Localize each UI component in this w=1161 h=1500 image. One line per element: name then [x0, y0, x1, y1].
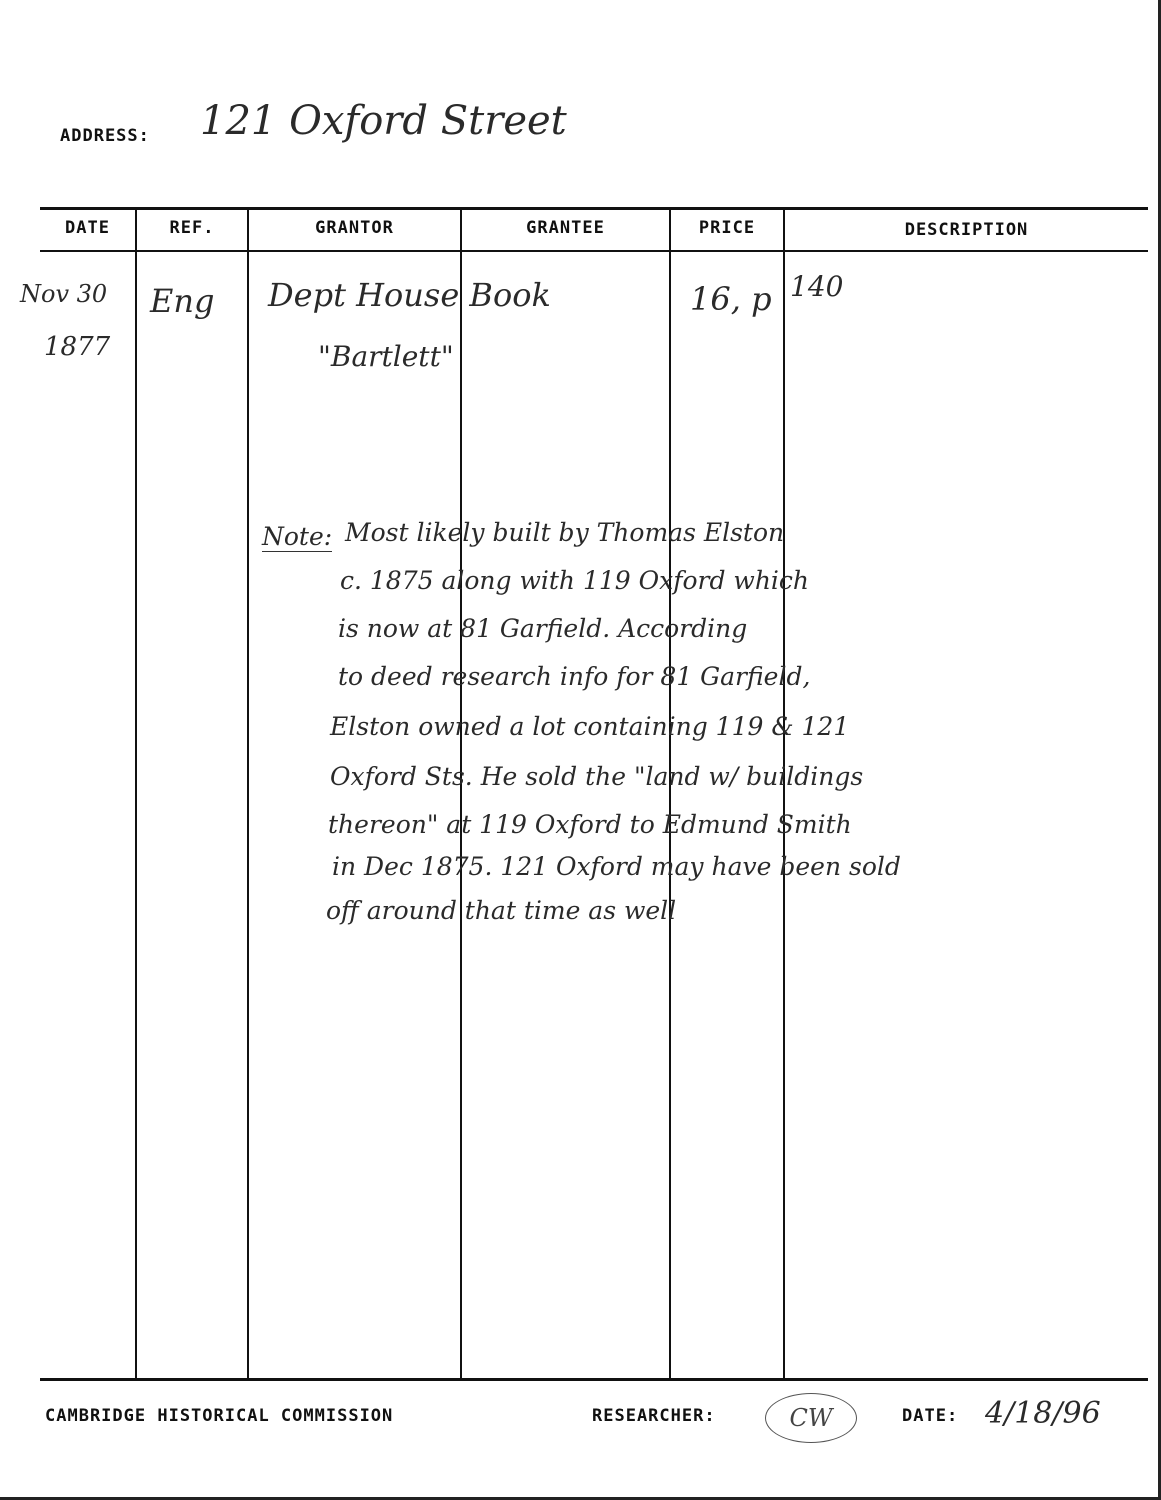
entry-price: 16, p	[690, 280, 772, 318]
column-header-price: PRICE	[698, 218, 756, 238]
column-header-date: DATE	[65, 218, 110, 238]
table-bottom-rule	[40, 1378, 1148, 1381]
date-label: DATE:	[902, 1406, 959, 1426]
col-divider-2	[247, 207, 249, 1380]
note-line: Most likely built by Thomas Elston	[345, 518, 785, 547]
note-line: Elston owned a lot containing 119 & 121	[330, 712, 850, 741]
entry-ref: Eng	[150, 282, 215, 320]
note-line: off around that time as well	[326, 896, 677, 925]
column-header-grantor: GRANTOR	[315, 218, 394, 238]
researcher-initials: CW	[765, 1393, 857, 1443]
entry-grantor-line2: "Bartlett"	[318, 340, 454, 373]
col-divider-5	[783, 207, 785, 1380]
column-header-grantee: GRANTEE	[526, 218, 605, 238]
note-line: is now at 81 Garfield. According	[338, 614, 748, 643]
entry-grantor-line1: Dept House Book	[268, 276, 551, 314]
note-line: in Dec 1875. 121 Oxford may have been sold	[332, 852, 901, 881]
column-header-description: DESCRIPTION	[904, 220, 1029, 240]
commission-name: CAMBRIDGE HISTORICAL COMMISSION	[45, 1406, 394, 1426]
address-value: 121 Oxford Street	[200, 98, 567, 144]
note-label: Note:	[262, 522, 333, 551]
column-header-ref: REF.	[169, 218, 215, 238]
date-value: 4/18/96	[985, 1396, 1101, 1431]
table-top-rule	[40, 207, 1148, 210]
col-divider-1	[135, 207, 137, 1380]
note-line: c. 1875 along with 119 Oxford which	[340, 566, 810, 595]
header-bottom-rule	[40, 250, 1148, 252]
note-line: Oxford Sts. He sold the "land w/ buildings	[330, 762, 864, 791]
researcher-label: RESEARCHER:	[592, 1406, 716, 1426]
entry-date-line1: Nov 30	[20, 280, 108, 308]
entry-date-line2: 1877	[44, 332, 111, 362]
note-line: to deed research info for 81 Garfield,	[338, 662, 811, 691]
note-line: thereon" at 119 Oxford to Edmund Smith	[328, 810, 852, 839]
address-label: ADDRESS:	[60, 126, 150, 146]
col-divider-4	[669, 207, 671, 1380]
col-divider-3	[460, 207, 462, 1380]
entry-description: 140	[790, 270, 844, 303]
